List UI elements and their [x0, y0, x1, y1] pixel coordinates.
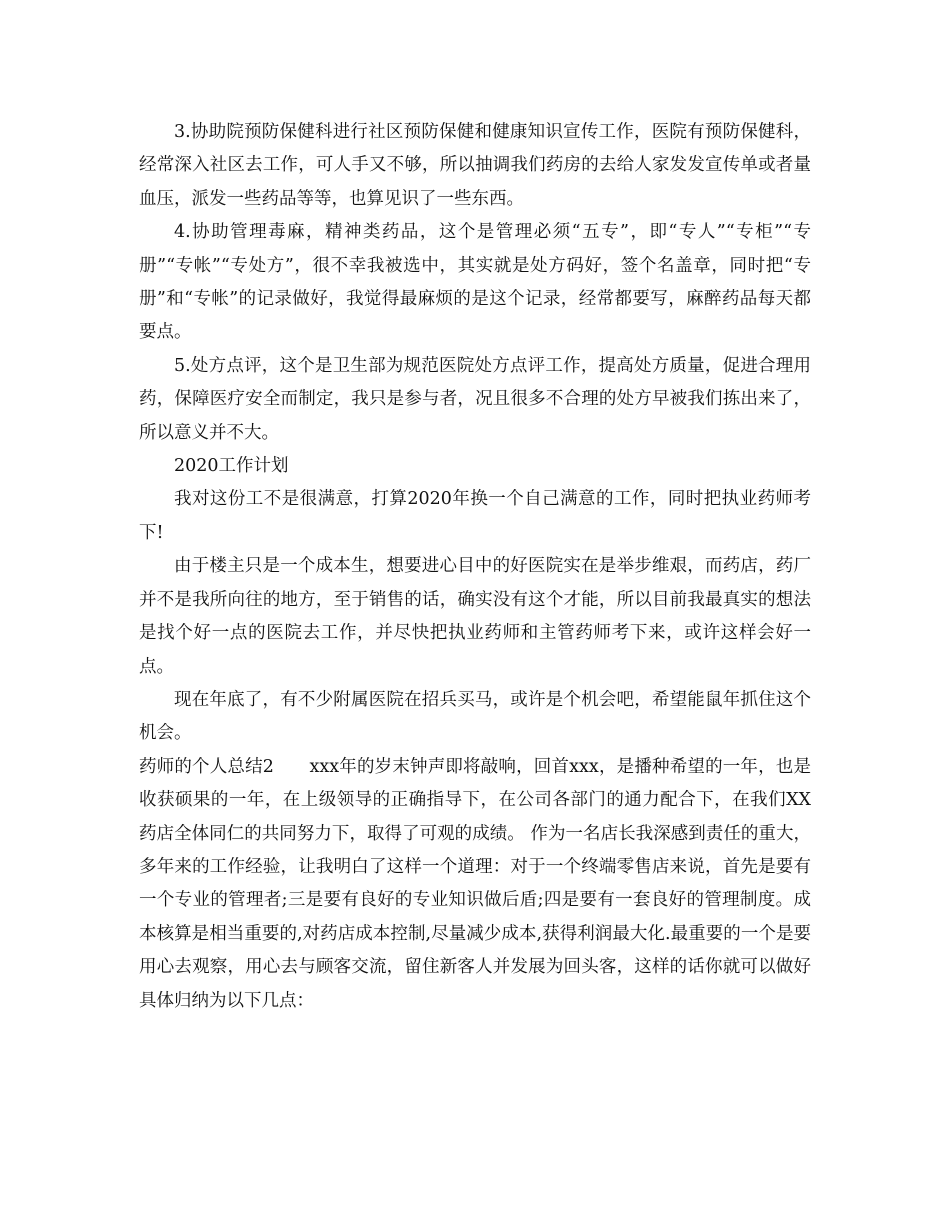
paragraph-plan-3: 现在年底了，有不少附属医院在招兵买马，或许是个机会吧，希望能鼠年抓住这个机会。	[139, 689, 811, 744]
paragraph-item-5: 5.处方点评，这个是卫生部为规范医院处方点评工作，提高处方质量，促进合理用药，保障医疗安全而制定，我只是参与者，况且很多不合理的处方早被我们拣出来了，所以意义并不大。	[139, 355, 811, 443]
paragraph-item-3: 3.协助院预防保健科进行社区预防保健和健康知识宣传工作，医院有预防保健科，经常深入社区去工作，可人手又不够，所以抽调我们药房的去给人家发发宣传单或者量血压，派发一些药品等等，也算见识了一些东西。	[139, 122, 811, 209]
paragraph-summary-2: 药师的个人总结2 xxx年的岁末钟声即将敲响，回首xxx，是播种希望的一年，也是收获硕果的一年，在上级领导的正确指导下，在公司各部门的通力配合下，在我们XX药店全体同仁的共同努力下，取得了可观的成绩。 作为一名店长我深感到责任的重大，多年来的工作经验，让我明白了这样一个道理：对于一个终端零售店来说，首先是要有一个专业的管理者;三是要有良好的专业知识做后盾;四是要有一套良好的管理制度。成本核算是相当重要的,对药店成本控制,尽量减少成本,获得利润最大化.最重要的一个是要用心去观察，用心去与顾客交流，留住新客人并发展为回头客，这样的话你就可以做好具体归纳为以下几点：	[139, 756, 811, 1011]
document-body	[139, 116, 811, 1018]
paragraph-plan-1: 我对这份工不是很满意，打算2020年换一个自己满意的工作，同时把执业药师考下!	[139, 489, 811, 543]
section-heading-work-plan: 2020工作计划	[174, 456, 289, 477]
paragraph-plan-2: 由于楼主只是一个成本生，想要进心目中的好医院实在是举步维艰，而药店，药厂并不是我所向往的地方，至于销售的话，确实没有这个才能，所以目前我最真实的想法是找个好一点的医院去工作，并尽快把执业药师和主管药师考下来，或许这样会好一点。	[139, 556, 811, 677]
paragraph-item-4: 4.协助管理毒麻，精神类药品，这个是管理必须“五专”，即“专人”“专柜”“专册”“专帐”“专处方”，很不幸我被选中，其实就是处方码好，签个名盖章，同时把“专册”和“专帐”的记录做好，我觉得最麻烦的是这个记录，经常都要写，麻醉药品每天都要点。	[139, 222, 811, 343]
